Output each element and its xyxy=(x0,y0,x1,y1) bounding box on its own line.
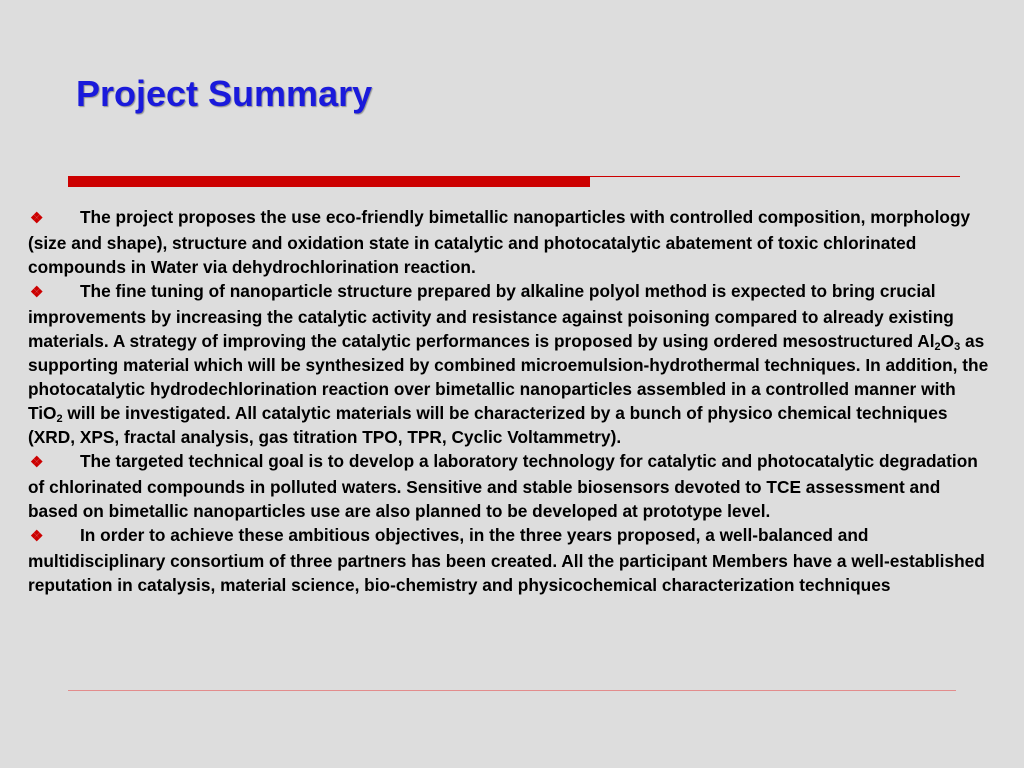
bullet-text: The project proposes the use eco-friendly bimetallic nanoparticles with controlled composition, morphology (size and shape), structure and oxidation state in catalytic and photocatalytic abatement of toxic chlorinated compounds in Water via dehydrochlorination reaction. xyxy=(28,207,971,277)
slide-title: Project Summary xyxy=(76,73,373,114)
bullet-text: In order to achieve these ambitious objectives, in the three years proposed, a well-balanced and multidisciplinary consortium of three partners has been created. All the participant Members have a well-established reputation in catalysis, material science, bio-chemistry and physicochemical characterization techniques xyxy=(28,525,985,595)
bullet-item xyxy=(28,523,990,597)
footer-rule xyxy=(68,690,956,691)
diamond-bullet-icon: ❖ xyxy=(30,454,44,471)
bullet-text: as supporting material which will be synthesized by combined microemulsion-hydrothermal techniques. In addition, the photocatalytic hydrodechlorination reaction over bimetallic nanoparticles assembled in a controlled manner with TiO xyxy=(28,331,989,423)
diamond-bullet-icon: ❖ xyxy=(30,210,44,227)
title-underline-thin xyxy=(590,176,960,177)
subscript: 2 xyxy=(56,413,63,425)
bullet-text: O xyxy=(940,331,955,351)
diamond-bullet-icon: ❖ xyxy=(30,528,44,545)
bullet-item xyxy=(28,279,990,449)
bullet-item xyxy=(28,205,990,279)
bullet-text: will be investigated. All catalytic materials will be characterized by a bunch of physico chemical techniques (XRD, XPS, fractal analysis, gas titration TPO, TPR, Cyclic Voltammetry). xyxy=(28,403,948,447)
bullet-list xyxy=(28,205,990,597)
bullet-item xyxy=(28,449,990,523)
title-underline-thick xyxy=(68,176,590,187)
subscript: 3 xyxy=(954,341,961,353)
diamond-bullet-icon: ❖ xyxy=(30,284,44,301)
subscript: 2 xyxy=(934,341,941,353)
bullet-text: The fine tuning of nanoparticle structure prepared by alkaline polyol method is expected to bring crucial improvements by increasing the catalytic activity and resistance against poisoning compared to already existing materials. A strategy of improving the catalytic performances is proposed by using ordered mesostructured Al xyxy=(28,281,954,351)
bullet-text: The targeted technical goal is to develop a laboratory technology for catalytic and photocatalytic degradation of chlorinated compounds in polluted waters. Sensitive and stable biosensors devoted to TCE assessment and based on bimetallic nanoparticles use are also planned to be developed at prototype level. xyxy=(28,451,978,521)
